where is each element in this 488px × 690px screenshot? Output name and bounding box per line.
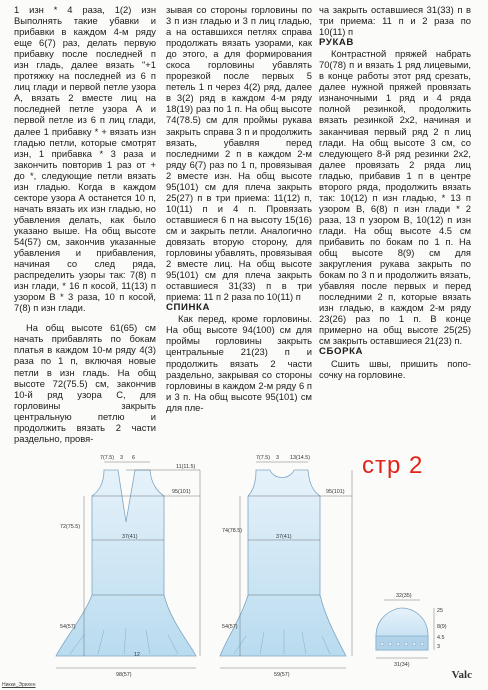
sleeve-diagram xyxy=(376,593,447,668)
sleeve-dim-8: 8(9) xyxy=(437,624,447,630)
front-panel-diagram xyxy=(56,455,200,678)
paragraph: Сшить швы, пришить попо-сочку на горловине. xyxy=(319,357,471,380)
front-dim-top-1: 7(7.5) xyxy=(100,455,115,461)
uploader-credit: Никки_Эрихен xyxy=(2,682,36,688)
paragraph: На общ высоте 61(65) см начать прибавлять по бокам платья в каждом 10-м ряду 4(3) раза по 1 п, включая новые петли в изн гладь. На общ высоте 72(75.5) см, закончив 10-й ряд узора С, для горловины закрыть центральную петлю и продолжить вязать 2 части раздельно, провя- xyxy=(14,322,156,444)
paragraph: ча закрыть оставшиеся 31(33) п в три приема: 11 п и 2 раза по 10(11) п xyxy=(319,4,471,38)
back-panel-shape xyxy=(220,470,346,656)
sleeve-dim-45: 4.5 xyxy=(437,635,445,641)
front-dim-height-54: 54(57) xyxy=(60,624,76,630)
front-dim-height-72: 72(75.5) xyxy=(60,524,81,530)
front-dim-height-95: 95(101) xyxy=(172,489,191,495)
page-number-mark: стр 2 xyxy=(362,452,424,479)
paragraph: зывая со стороны горловины по 3 п изн гладью и 3 п лиц гладью, а на оставшихся петлях справа продолжать вязать узорами, как до этого, а для формирования скоса горловины убавлять прорезкой после первых 5 петель 1 п через 4(2) ряд, далее в 3(2) ряд в каждом 4-м ряду 18(19) раз по 1 п. На общ высоте 74(78.5) см для проймы рукава закрыть справа 3 п и продолжить вязать, убавляя перед последними 2 п в каждом 2-м ряду 6(7) раз по 1 п, провязывая 2 вместе изн. На общ высоте 95(101) см для плеча закрыть 25(27) п в три приема: 11(12) п, 10(11) п и 4 п. Провязать оставшиеся 6 п на высоту 15(16) см и закрыть петли. Аналогично довязать вторую сторону, для горловины убавлять, провязывая 2 вместе лиц. На общ высоте 95(101) см для плеча закрыть оставшиеся 31(33) п в три приема: 11 п 2 раза по 10(11) п xyxy=(166,4,312,303)
section-heading-sleeve: РУКАВ xyxy=(319,37,354,49)
back-panel-diagram xyxy=(220,455,352,678)
section-heading-assembly: СБОРКА xyxy=(319,346,364,358)
back-dim-top-3: 13(14.5) xyxy=(290,455,311,461)
pattern-schematics-svg xyxy=(0,440,488,690)
section-heading-back: СПИНКА xyxy=(166,302,211,314)
front-dim-bottom-12: 12 xyxy=(134,652,140,658)
instructions-column-3 xyxy=(319,4,471,380)
paragraph: Контрастной пряжей набрать 70(78) п и вязать 1 ряд лицевыми, в конце работы этот ряд срезать, далее нужной пряжей провязать изнаночными 1 ряд и 4 ряда полной резинкой, продолжить вязать резинкой 2х2, начиная и заканчивая первый ряд 2 п лиц глади. На общ высоте 3 см, со следующего 8-й ряд резинки 2х2, далее провязать 2 ряда лиц гладью, прибавив 1 п в центре второго ряда, продолжить вязать так: 10(12) п изн гладью, * 13 п узором В, 6(8) п изн глади * 2 раза, 13 п узором В, 10(12) п изн глади. На общ высоте 4.5 см прибавить по бокам по 1 п. На общ высоте 8(9) см для закругления рукава закрыть по бокам по 3 п и продолжить вязать, убавляя после первых и перед последними 2 п, которые вязать изн гладью, в каждом 2-м ряду 23(26) раз по 1 п. В конце примерно на общ высоте 25(25) см закрыть оставшиеся 21(23) п. xyxy=(319,48,471,347)
sleeve-dim-3: 3 xyxy=(437,644,440,650)
magazine-brand: Valc xyxy=(451,669,472,681)
pattern-diagrams xyxy=(0,440,488,690)
sleeve-dim-25: 25 xyxy=(437,608,443,614)
sleeve-dim-bottom: 31(34) xyxy=(394,662,410,668)
front-dim-bottom: 98(57) xyxy=(116,672,132,678)
front-dim-top-3: 6 xyxy=(132,455,135,461)
front-dim-width-37: 37(41) xyxy=(122,534,138,540)
front-dim-top-2: 3 xyxy=(120,455,123,461)
back-dim-bottom: 59(57) xyxy=(274,672,290,678)
back-dim-top-1: 7(7.5) xyxy=(256,455,271,461)
back-dim-height-95: 95(101) xyxy=(326,489,345,495)
instructions-column-1 xyxy=(14,4,156,444)
back-dim-top-2: 3 xyxy=(276,455,279,461)
back-dim-height-54: 54(57) xyxy=(222,624,238,630)
back-dim-width-37: 37(41) xyxy=(276,534,292,540)
sleeve-dim-top: 32(35) xyxy=(396,593,412,599)
paragraph: 1 изн * 4 раза, 1(2) изн Выполнять такие убавки и прибавки в каждом 4-м ряду еще 6(7) раз, делать первую прибавку после последней п изн гладь, далее вязать "+1 протяжку на последней из 6 п лиц глади и первой петле узора А, вязать 2 вместе лиц на последней петле узора А и первой петле из 6 п лиц глади, далее 1 прибавку * + вязать изн гладью петли, которые смотрят изн, 1 прибавка * 3 раза и закончить повторив 1 раз от + до *, следующие петли вязать изн гладью. Когда в каждом секторе узора А останется 10 п, начать вязать их изн гладью, но убавления делать, как было указано выше. На общ высоте 54(57) см, закончив указанные убавления и прибавления, начиная со след ряда, распределить узоры так: 7(8) п изн глади, * 16 п косой, 11(13) п узором В * 3 раза, 10 п косой, 7(8) п изн глади. xyxy=(14,4,156,314)
back-dim-height-74: 74(78.5) xyxy=(222,528,243,534)
paragraph: Как перед, кроме горловины. На общ высоте 94(100) см для проймы горловины закрыть центральные 21(23) п и продолжить вязать 2 части раздельно, закрывая со стороны горловины в каждом 2-м ряду 6 п и 3 п. На общ высоте 95(101) см для пле- xyxy=(166,313,312,413)
front-dim-top-4: 11(11.5) xyxy=(176,464,196,470)
instructions-column-2 xyxy=(166,4,312,413)
